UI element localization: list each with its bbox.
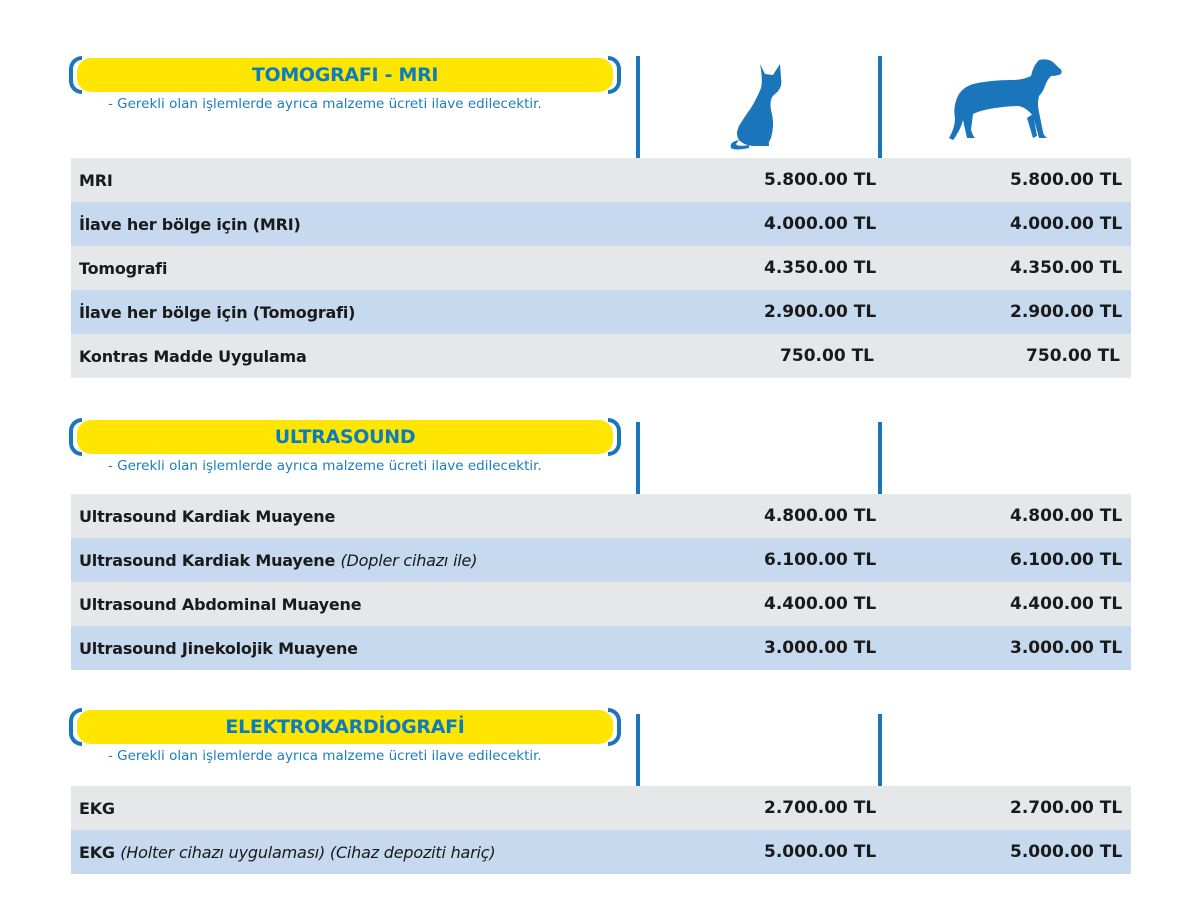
section-note: - Gerekli olan işlemlerde ayrıca malzeme ücreti ilave edilecektir. (108, 748, 542, 764)
dog-icon (947, 56, 1065, 144)
right-bracket (608, 418, 621, 456)
cat-price: 4.000.00 TL (764, 214, 877, 234)
service-label: İlave her bölge için (MRI) (79, 214, 301, 234)
dog-price: 2.900.00 TL (1010, 302, 1123, 322)
service-label: Ultrasound Kardiak Muayene (79, 506, 336, 526)
dog-price: 2.700.00 TL (1010, 798, 1123, 818)
price-row (71, 582, 1131, 626)
section-title-pill (77, 420, 613, 454)
service-label: İlave her bölge için (Tomografi) (79, 302, 356, 322)
price-row (71, 626, 1131, 670)
cat-icon (725, 58, 785, 150)
cat-price: 750.00 TL (780, 346, 874, 366)
price-row (71, 786, 1131, 830)
section-title: ELEKTROKARDİOGRAFİ (225, 716, 465, 738)
service-label: MRI (79, 170, 113, 190)
cat-price: 5.800.00 TL (764, 170, 877, 190)
service-note: (Dopler cihazı ile) (340, 550, 478, 570)
dog-price: 4.800.00 TL (1010, 506, 1123, 526)
section-title-pill (77, 710, 613, 744)
dog-price: 4.000.00 TL (1010, 214, 1123, 234)
service-label: EKG (79, 798, 115, 818)
dog-price: 750.00 TL (1026, 346, 1120, 366)
price-row (71, 158, 1131, 202)
dog-price: 6.100.00 TL (1010, 550, 1123, 570)
cat-price: 2.700.00 TL (764, 798, 877, 818)
dog-price: 5.000.00 TL (1010, 842, 1123, 862)
cat-price: 4.350.00 TL (764, 258, 877, 278)
dog-price: 3.000.00 TL (1010, 638, 1123, 658)
dog-price: 4.350.00 TL (1010, 258, 1123, 278)
cat-price: 2.900.00 TL (764, 302, 877, 322)
dog-price: 4.400.00 TL (1010, 594, 1123, 614)
cat-price: 4.800.00 TL (764, 506, 877, 526)
service-label: Tomografi (79, 258, 168, 278)
dog-price: 5.800.00 TL (1010, 170, 1123, 190)
price-row (71, 246, 1131, 290)
service-label: Ultrasound Jinekolojik Muayene (79, 638, 358, 658)
service-note: (Holter cihazı uygulaması) (Cihaz depoziti hariç) (120, 842, 496, 862)
section-note: - Gerekli olan işlemlerde ayrıca malzeme ücreti ilave edilecektir. (108, 96, 542, 112)
service-label: Ultrasound Kardiak Muayene (Dopler cihazı ile) (79, 550, 478, 570)
section-header-elektrokardiografi (69, 710, 621, 744)
section-note: - Gerekli olan işlemlerde ayrıca malzeme ücreti ilave edilecektir. (108, 458, 542, 474)
right-bracket (608, 708, 621, 746)
section-header-tomografi (69, 58, 621, 92)
service-label: Ultrasound Abdominal Muayene (79, 594, 362, 614)
service-label: Kontras Madde Uygulama (79, 346, 307, 366)
cat-price: 4.400.00 TL (764, 594, 877, 614)
service-label: EKG (Holter cihazı uygulaması) (Cihaz depoziti hariç) (79, 842, 496, 862)
section-title: TOMOGRAFI - MRI (251, 64, 439, 86)
price-row (71, 334, 1131, 378)
price-row (71, 202, 1131, 246)
section-title: ULTRASOUND (274, 426, 416, 448)
price-row (71, 830, 1131, 874)
section-title-pill (77, 58, 613, 92)
price-row (71, 494, 1131, 538)
cat-price: 3.000.00 TL (764, 638, 877, 658)
cat-price: 6.100.00 TL (764, 550, 877, 570)
price-row (71, 538, 1131, 582)
right-bracket (608, 56, 621, 94)
cat-price: 5.000.00 TL (764, 842, 877, 862)
price-row (71, 290, 1131, 334)
section-header-ultrasound (69, 420, 621, 454)
